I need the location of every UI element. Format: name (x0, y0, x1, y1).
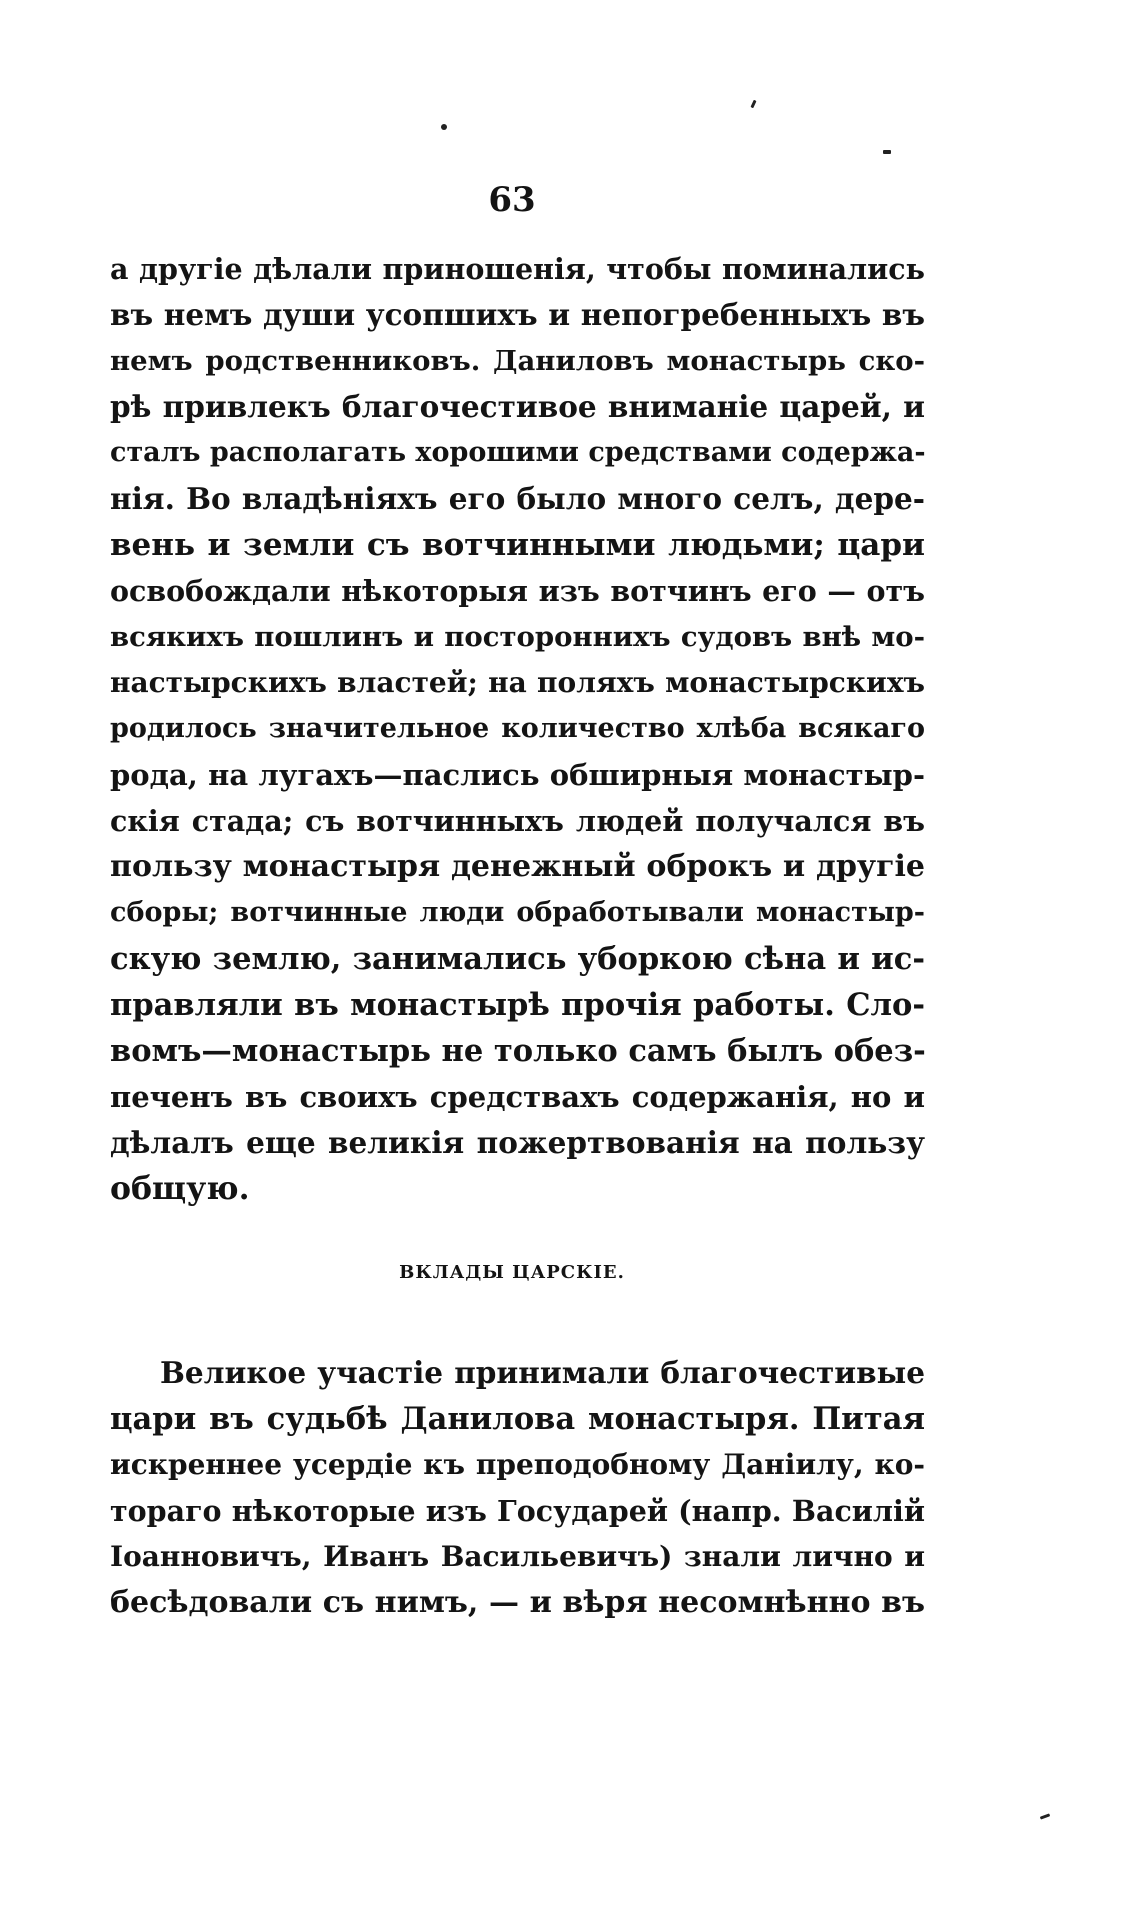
text-line: Іоанновичъ, Иванъ Васильевичъ) знали лично и (110, 1540, 925, 1573)
text-line: бесѣдовали съ нимъ, — и вѣря несомнѣнно въ (110, 1585, 925, 1620)
text-line: сборы; вотчинные люди обработывали монастыр- (110, 897, 925, 928)
text-line: рѣ привлекъ благочестивое вниманіе царей, и (110, 389, 925, 424)
ink-speck (750, 100, 756, 109)
text-line: правляли въ монастырѣ прочія работы. Сло- (110, 987, 925, 1023)
text-line: Великое участіе принимали благочестивые (160, 1355, 925, 1390)
text-line: освобождали нѣкоторыя изъ вотчинъ его — отъ (110, 574, 925, 608)
text-line: тораго нѣкоторые изъ Государей (напр. Василій (110, 1494, 925, 1528)
paragraph-2 (110, 1350, 925, 1626)
text-line: скую землю, занимались уборкою сѣна и ис- (110, 941, 925, 977)
text-line: настырскихъ властей; на поляхъ монастырскихъ (110, 666, 925, 699)
text-line: сталъ располагать хорошими средствами содержа- (110, 437, 926, 468)
text-line: цари въ судьбѣ Данилова монастыря. Питая (110, 1401, 925, 1437)
text-line: печенъ въ своихъ средствахъ содержанія, но и (110, 1080, 925, 1114)
page-number: 63 (488, 180, 536, 220)
text-line: немъ родственниковъ. Даниловъ монастырь ско- (110, 345, 925, 377)
text-line: пользу монастыря денежный оброкъ и другіе (110, 849, 925, 884)
text-line: скія стада; съ вотчинныхъ людей получался въ (110, 804, 925, 838)
text-line: рода, на лугахъ—паслись обширныя монастыр- (110, 758, 925, 792)
ink-speck (1040, 1813, 1050, 1819)
text-line: нія. Во владѣніяхъ его было много селъ, дере- (110, 481, 925, 516)
text-line: а другіе дѣлали приношенія, чтобы поминались (110, 252, 925, 286)
ink-speck (883, 150, 891, 154)
text-line: общую. (110, 1170, 250, 1207)
text-line: родилось значительное количество хлѣба всякаго (110, 713, 925, 744)
text-line: вомъ—монастырь не только самъ былъ обез- (110, 1033, 926, 1069)
text-line: вень и земли съ вотчинными людьми; цари (110, 527, 925, 563)
ink-speck (441, 124, 447, 130)
text-line: искреннее усердіе къ преподобному Даніилу, ко- (110, 1448, 925, 1481)
text-line: въ немъ души усопшихъ и непогребенныхъ въ (110, 297, 925, 332)
text-line: дѣлалъ еще великія пожертвованія на пользу (110, 1125, 925, 1160)
paragraph-1 (110, 246, 925, 1212)
text-line: всякихъ пошлинъ и постороннихъ судовъ внѣ мо- (110, 621, 925, 653)
section-heading: ВКЛАДЫ ЦАРСКІЕ. (399, 1262, 625, 1283)
